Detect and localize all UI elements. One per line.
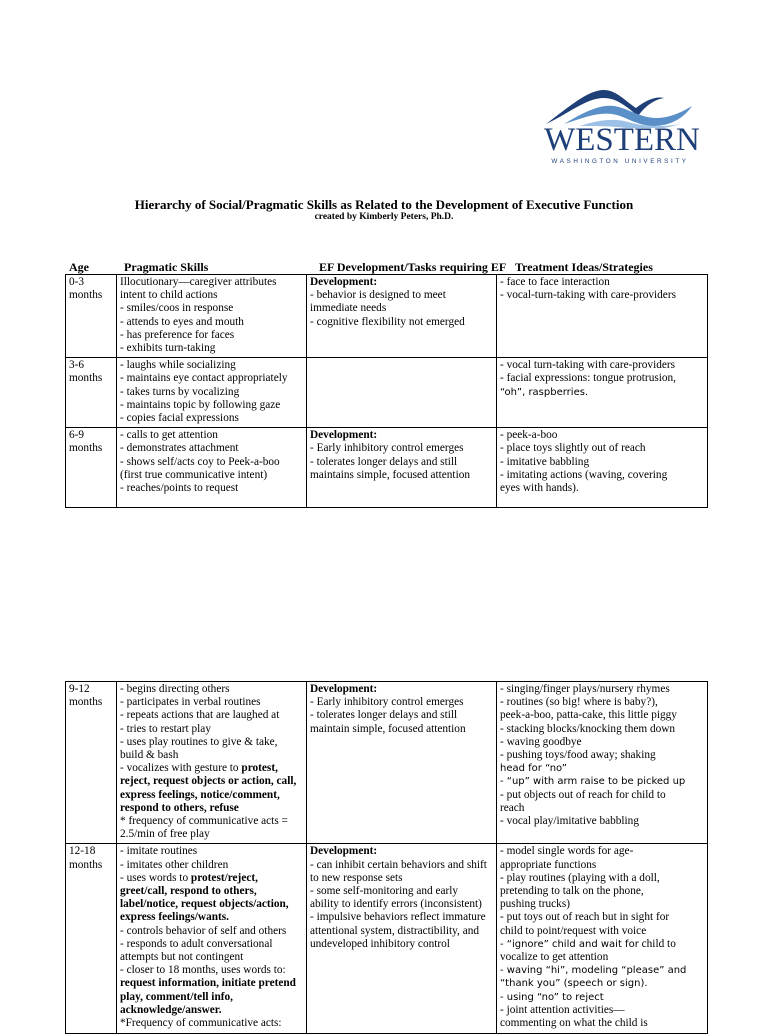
header-pragmatic-skills: Pragmatic Skills: [124, 260, 209, 274]
ef-text: undeveloped inhibitory control: [310, 937, 450, 950]
pragmatic-text: - smiles/coos in response: [120, 302, 234, 315]
ef-heading: Development:: [310, 683, 378, 695]
treatment-text: “thank you” (speech or sign).: [500, 978, 648, 990]
treatment-text: child to: [638, 937, 676, 950]
logo-wordmark: WESTERN: [544, 122, 700, 158]
ef-text: - impulsive behaviors reflect immature: [310, 911, 486, 924]
pragmatic-text: - controls behavior of self and others: [120, 924, 287, 937]
ef-text: ability to identify errors (inconsistent): [310, 898, 482, 911]
treatment-text: - put objects out of reach for child to: [500, 788, 666, 801]
treatment-text: pretending to talk on the phone,: [500, 885, 644, 898]
pragmatic-text: - uses words to: [120, 871, 191, 884]
pragmatic-text: - exhibits turn-taking: [120, 342, 216, 355]
pragmatic-bold-text: reject, request objects or action, call,: [120, 775, 297, 788]
treatment-text: - peek-a-boo: [500, 429, 558, 442]
skills-table-page-1: [65, 274, 708, 508]
age-text: months: [69, 442, 103, 455]
ef-cell: [307, 275, 497, 358]
age-text: months: [69, 372, 103, 385]
pragmatic-text: - closer to 18 months, uses words to:: [120, 964, 286, 977]
treatment-cell: [497, 682, 708, 844]
pragmatic-cell: [117, 275, 307, 358]
pragmatic-bold-text: greet/call, respond to others,: [120, 885, 257, 898]
ef-text: - Early inhibitory control emerges: [310, 696, 464, 709]
pragmatic-text: - tries to restart play: [120, 722, 211, 735]
treatment-text: - “up” with arm raise to be picked up: [500, 776, 686, 788]
pragmatic-text: - imitate routines: [120, 845, 198, 858]
pragmatic-text: - maintains eye contact appropriately: [120, 372, 288, 385]
pragmatic-text: - attends to eyes and mouth: [120, 315, 244, 328]
treatment-text: - waving “hi”, modeling “please” and: [500, 965, 687, 977]
age-text: months: [69, 289, 103, 302]
table-row: [66, 428, 708, 508]
ef-text: - cognitive flexibility not emerged: [310, 315, 465, 328]
pragmatic-text: - responds to adult conversational: [120, 937, 273, 950]
ef-heading: Development:: [310, 845, 378, 858]
pragmatic-text: 2.5/min of free play: [120, 828, 210, 841]
pragmatic-text: (first true communicative intent): [120, 468, 268, 481]
ef-text: immediate needs: [310, 302, 387, 315]
pragmatic-text: - laughs while socializing: [120, 359, 236, 372]
pragmatic-cell: [117, 428, 307, 508]
age-cell: [66, 428, 117, 508]
pragmatic-cell: [117, 358, 307, 428]
pragmatic-text: * frequency of communicative acts =: [120, 815, 288, 828]
age-text: 3-6: [69, 359, 85, 372]
ef-text: - tolerates longer delays and still: [310, 455, 458, 468]
treatment-text: “oh”, raspberries.: [500, 386, 589, 398]
age-cell: [66, 682, 117, 844]
pragmatic-bold-text: request information, initiate pretend: [120, 977, 296, 990]
pragmatic-text: - copies facial expressions: [120, 412, 239, 425]
pragmatic-text: - calls to get attention: [120, 429, 218, 442]
table-row: [66, 275, 708, 358]
treatment-text: - place toys slightly out of reach: [500, 442, 646, 455]
treatment-text: - face to face interaction: [500, 276, 610, 288]
ef-heading: Development:: [310, 276, 378, 288]
age-text: 12-18: [69, 845, 96, 858]
age-cell: [66, 844, 117, 1034]
treatment-text: vocalize to get attention: [500, 951, 609, 964]
pragmatic-text: - participates in verbal routines: [120, 696, 261, 709]
pragmatic-bold-text: acknowledge/answer.: [120, 1003, 222, 1016]
document-author: created by Kimberly Peters, Ph.D.: [314, 212, 454, 222]
pragmatic-text: - reaches/points to request: [120, 482, 239, 495]
pragmatic-text: - vocalizes with gesture to: [120, 762, 242, 775]
ef-text: to new response sets: [310, 871, 403, 884]
treatment-text: - vocal-turn-taking with care-providers: [500, 289, 676, 302]
pragmatic-cell: [117, 682, 307, 844]
treatment-text: - joint attention activities—: [500, 1003, 625, 1016]
pragmatic-text: - shows self/acts coy to Peek-a-boo: [120, 455, 280, 468]
treatment-cell: [497, 358, 708, 428]
pragmatic-text: - takes turns by vocalizing: [120, 385, 240, 398]
ef-cell: [307, 844, 497, 1034]
pragmatic-text: Illocutionary—caregiver attributes: [120, 276, 277, 288]
ef-text: - tolerates longer delays and still: [310, 709, 458, 722]
treatment-text: - imitative babbling: [500, 455, 590, 468]
pragmatic-text: - begins directing others: [120, 683, 230, 695]
treatment-text: - stacking blocks/knocking them down: [500, 722, 676, 735]
pragmatic-bold-text: respond to others, refuse: [120, 801, 239, 814]
ef-text: maintains simple, focused attention: [310, 468, 471, 481]
pragmatic-text: *Frequency of communicative acts:: [120, 1017, 282, 1030]
table-row: [66, 358, 708, 428]
document-title: Hierarchy of Social/Pragmatic Skills as Related to the Development of Executive Function: [134, 197, 634, 212]
ef-text: attentional system, distractibility, and: [310, 924, 480, 937]
pragmatic-text: attempts but not contingent: [120, 951, 244, 964]
logo-subtitle: WASHINGTON UNIVERSITY: [551, 158, 689, 165]
pragmatic-text: build & bash: [120, 749, 179, 762]
treatment-text: - vocal play/imitative babbling: [500, 815, 639, 828]
treatment-cell: [497, 844, 708, 1034]
treatment-text: pushing trucks): [500, 898, 570, 911]
pragmatic-bold-text: protest/reject,: [190, 871, 258, 884]
age-cell: [66, 358, 117, 428]
treatment-text: - using “no” to reject: [500, 991, 604, 1003]
ef-text: - Early inhibitory control emerges: [310, 442, 464, 455]
university-logo: [540, 84, 700, 170]
pragmatic-text: - has preference for faces: [120, 328, 235, 341]
header-age: Age: [69, 260, 89, 274]
treatment-text: - play routines (playing with a doll,: [500, 871, 660, 884]
ef-text: - some self-monitoring and early: [310, 885, 459, 898]
pragmatic-bold-text: express feelings/wants.: [120, 911, 229, 924]
treatment-text: - routines (so big! where is baby?),: [500, 696, 658, 709]
treatment-text: - facial expressions: tongue protrusion,: [500, 372, 677, 385]
treatment-text: - waving goodbye: [500, 735, 582, 748]
pragmatic-bold-text: express feelings, notice/comment,: [120, 788, 280, 801]
pragmatic-text: - maintains topic by following gaze: [120, 398, 281, 411]
ef-cell: [307, 358, 497, 428]
table-row: [66, 844, 708, 1034]
pragmatic-bold-text: protest,: [241, 762, 278, 775]
pragmatic-text: intent to child actions: [120, 289, 218, 302]
header-treatment: Treatment Ideas/Strategies: [515, 260, 653, 274]
pragmatic-text: - imitates other children: [120, 858, 229, 871]
treatment-text: commenting on what the child is: [500, 1017, 648, 1030]
ef-text: - behavior is designed to meet: [310, 289, 446, 302]
treatment-text: head for “no”: [500, 763, 567, 775]
pragmatic-text: - demonstrates attachment: [120, 442, 239, 455]
treatment-text: - singing/finger plays/nursery rhymes: [500, 683, 670, 695]
ef-text: - can inhibit certain behaviors and shift: [310, 858, 487, 871]
header-ef-development: EF Development/Tasks requiring EF: [319, 260, 507, 274]
pragmatic-bold-text: play, comment/tell info,: [120, 990, 233, 1003]
skills-table-page-2: [65, 681, 708, 1034]
treatment-text: - pushing toys/food away; shaking: [500, 749, 656, 762]
treatment-text: peek-a-boo, patta-cake, this little piggy: [500, 709, 677, 722]
treatment-text: - “ignore” child and wait for: [500, 938, 639, 950]
pragmatic-text: - uses play routines to give & take,: [120, 735, 278, 748]
treatment-text: child to point/request with voice: [500, 924, 647, 937]
treatment-cell: [497, 275, 708, 358]
pragmatic-text: - repeats actions that are laughed at: [120, 709, 280, 722]
pragmatic-cell: [117, 844, 307, 1034]
age-text: months: [69, 858, 103, 871]
table-row: [66, 682, 708, 844]
treatment-cell: [497, 428, 708, 508]
ef-heading: Development:: [310, 429, 378, 442]
age-text: 6-9: [69, 429, 85, 442]
pragmatic-bold-text: label/notice, request objects/action,: [120, 898, 289, 911]
ef-cell: [307, 682, 497, 844]
treatment-text: - imitating actions (waving, covering: [500, 468, 668, 481]
age-text: 0-3: [69, 276, 85, 288]
treatment-text: reach: [500, 801, 525, 814]
ef-text: maintain simple, focused attention: [310, 722, 466, 735]
ef-cell: [307, 428, 497, 508]
age-text: 9-12: [69, 683, 90, 695]
treatment-text: eyes with hands).: [500, 482, 579, 495]
age-cell: [66, 275, 117, 358]
treatment-text: appropriate functions: [500, 858, 597, 871]
treatment-text: - model single words for age-: [500, 845, 634, 858]
age-text: months: [69, 696, 103, 709]
treatment-text: - vocal turn-taking with care-providers: [500, 359, 676, 372]
treatment-text: - put toys out of reach but in sight for: [500, 911, 670, 924]
